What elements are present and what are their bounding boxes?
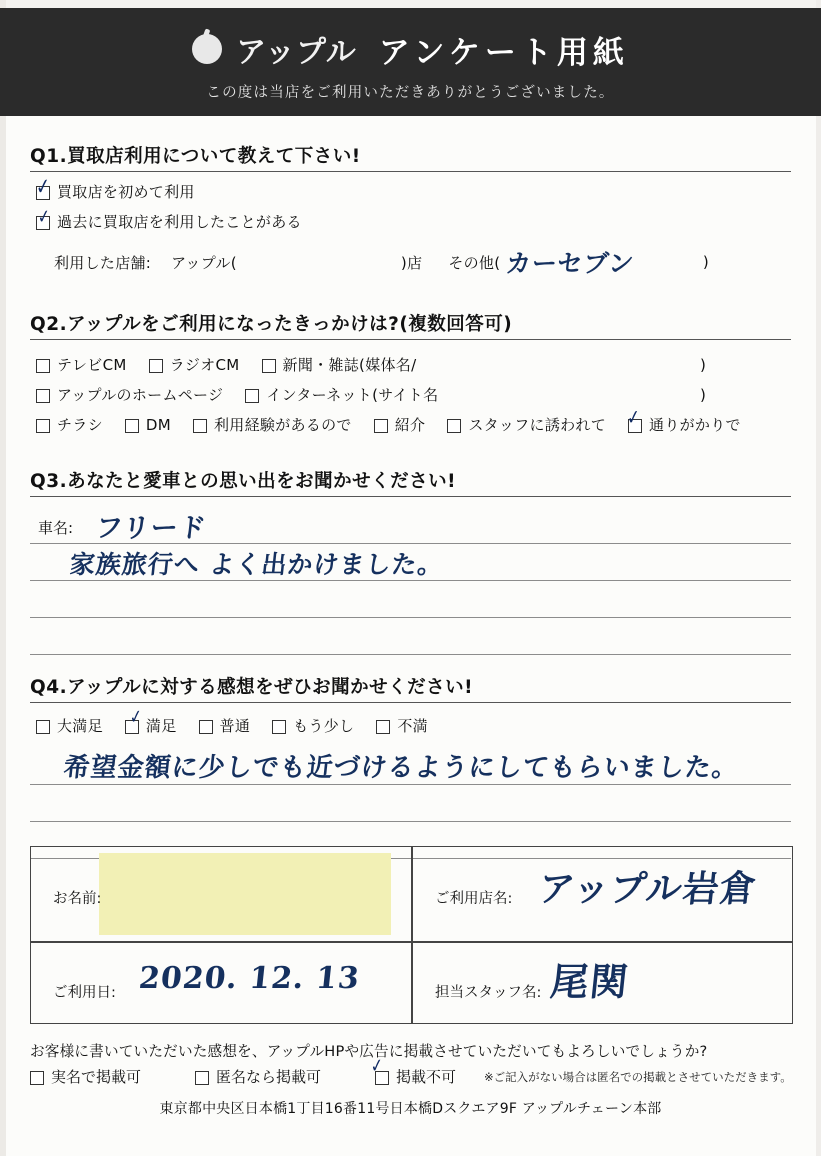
page-edge-top [0,0,821,8]
checkbox-icon[interactable] [36,216,50,230]
brand-logo-text: アップル [236,35,357,70]
checkbox-icon[interactable] [447,419,461,433]
q4-option-normal[interactable]: 普通 [199,715,251,736]
q2-option-internet[interactable]: インターネット(サイト名 [245,384,438,405]
q1-store-label: 利用した店舗: [54,253,152,272]
q1-option-0[interactable] [36,181,821,202]
publication-note: お客様に書いていただいた感想を、アップルHPや広告に掲載させていただいてもよろしいでしょうか? [30,1043,708,1060]
q1-apple-open: アップル( [171,253,237,272]
q3-title: Q3.あなたと愛車との思い出をお聞かせください! [30,471,457,492]
checkbox-icon[interactable] [374,419,388,433]
q4-option-dissatisfied[interactable]: 不満 [376,715,428,736]
q3-line-3[interactable] [30,618,791,655]
q1-title: Q1.買取店利用について教えて下さい! [30,146,361,167]
question-2 [0,310,821,435]
shop-label: ご利用店名: [435,891,513,907]
company-address: 東京都中央区日本橋1丁目16番11号日本橋Dスクエア9F アップルチェーン本部 [159,1101,662,1117]
checkbox-icon[interactable] [628,419,642,433]
footer-option-anonymous[interactable]: 匿名なら掲載可 [195,1066,321,1087]
q1-option-1[interactable] [36,211,821,232]
q2-option-radio[interactable]: ラジオCM [149,354,240,375]
checkbox-icon[interactable] [36,186,50,200]
checkbox-icon[interactable] [36,359,50,373]
staff-label: 担当スタッフ名: [435,985,542,1001]
checkbox-icon[interactable] [245,389,259,403]
checkbox-icon[interactable] [36,720,50,734]
q2-row2-close: ) [700,385,707,404]
name-redaction-overlay [99,853,391,935]
checkbox-icon[interactable] [272,720,286,734]
checkbox-icon[interactable] [36,419,50,433]
q2-option-dm[interactable]: DM [125,416,171,434]
staff-value: 尾関 [548,959,632,1004]
q4-option-little-more[interactable]: もう少し [272,715,354,736]
checkbox-icon[interactable] [195,1071,209,1085]
q1-apple-close: )店 [400,253,423,272]
q1-option-0-label: 買取店を初めて利用 [57,183,195,201]
box-horizontal-divider [31,941,792,943]
shop-value: アップル岩倉 [536,868,759,910]
checkbox-icon[interactable] [36,389,50,403]
q2-row-3 [36,404,821,435]
checkbox-icon[interactable] [376,720,390,734]
publication-options [30,1054,796,1087]
q4-option-satisfied[interactable]: 満足 [125,715,177,736]
q4-answer-lines [30,748,791,859]
q4-line-2[interactable] [30,785,791,822]
document-header [0,8,821,116]
publication-small-note: ※ご記入がない場合は匿名での掲載とさせていただきます。 [484,1069,792,1084]
q1-other-open: その他( [448,253,501,272]
q3-line-1[interactable] [30,544,791,581]
q3-car-label: 車名: [38,519,74,537]
question-1 [0,142,821,280]
q3-car-line[interactable] [30,507,791,544]
q2-row-1 [36,354,821,375]
q2-option-referral[interactable]: 紹介 [374,414,426,435]
name-label: お名前: [53,891,102,907]
check-mark-icon: ✓ [34,174,52,201]
date-label: ご利用日: [53,985,116,1001]
q3-answer-lines [30,507,791,655]
q2-row1-close: ) [700,355,707,374]
check-mark-icon: ✓ [625,404,642,430]
customer-info-box [30,846,793,1024]
q1-option-1-label: 過去に買取店を利用したことがある [57,213,302,231]
q1-other-value: カーセブン [504,249,637,278]
checkbox-icon[interactable] [149,359,163,373]
form-body [0,116,821,859]
footer-option-no-publication[interactable]: 掲載不可 ✓ [369,1054,457,1086]
q3-car-value: フリード [94,513,209,544]
q4-line-1[interactable] [30,748,791,785]
q4-option-very-satisfied[interactable]: 大満足 [36,715,103,736]
q2-option-passing[interactable]: 通りがかりで [628,414,741,435]
footer-option-real-name[interactable]: 実名で掲載可 [30,1066,141,1087]
check-mark-icon: ✓ [36,205,52,229]
q3-line-2[interactable] [30,581,791,618]
check-mark-icon: ✓ [369,1054,385,1078]
checkbox-icon[interactable] [199,720,213,734]
check-mark-icon: ✓ [128,705,144,729]
checkbox-icon[interactable] [125,720,139,734]
q2-option-flyer[interactable]: チラシ [36,414,103,435]
header-subtitle: この度は当店をご利用いただきありがとうございました。 [206,84,615,101]
q2-option-experience[interactable]: 利用経験があるので [193,414,352,435]
q3-answer-text: 家族旅行へ よく出かけました。 [68,550,446,579]
q2-option-staff[interactable]: スタッフに誘われて [447,414,606,435]
q2-option-tv[interactable]: テレビCM [36,354,127,375]
box-vertical-divider [411,847,413,1023]
q2-title: Q2.アップルをご利用になったきっかけは?(複数回答可) [30,314,513,335]
q4-options [36,705,821,736]
apple-logo-icon [192,34,222,64]
q2-row-2 [36,384,821,405]
q2-option-press[interactable]: 新聞・雑誌(媒体名/ [262,354,417,375]
question-4 [0,673,821,859]
question-3 [0,467,821,655]
q1-other-close: ) [702,253,710,271]
page-title: アンケート用紙 [378,34,629,71]
checkbox-icon[interactable] [262,359,276,373]
q4-title: Q4.アップルに対する感想をぜひお聞かせください! [30,677,474,698]
q4-answer-text: 希望金額に少しでも近づけるようにしてもらいました。 [62,753,741,783]
checkbox-icon[interactable] [193,419,207,433]
date-value: 2020. 12. 13 [137,961,362,996]
q2-option-homepage[interactable]: アップルのホームページ [36,384,223,405]
checkbox-icon[interactable] [30,1071,44,1085]
checkbox-icon[interactable] [375,1071,389,1085]
q1-store-line [36,244,821,280]
checkbox-icon[interactable] [125,419,139,433]
